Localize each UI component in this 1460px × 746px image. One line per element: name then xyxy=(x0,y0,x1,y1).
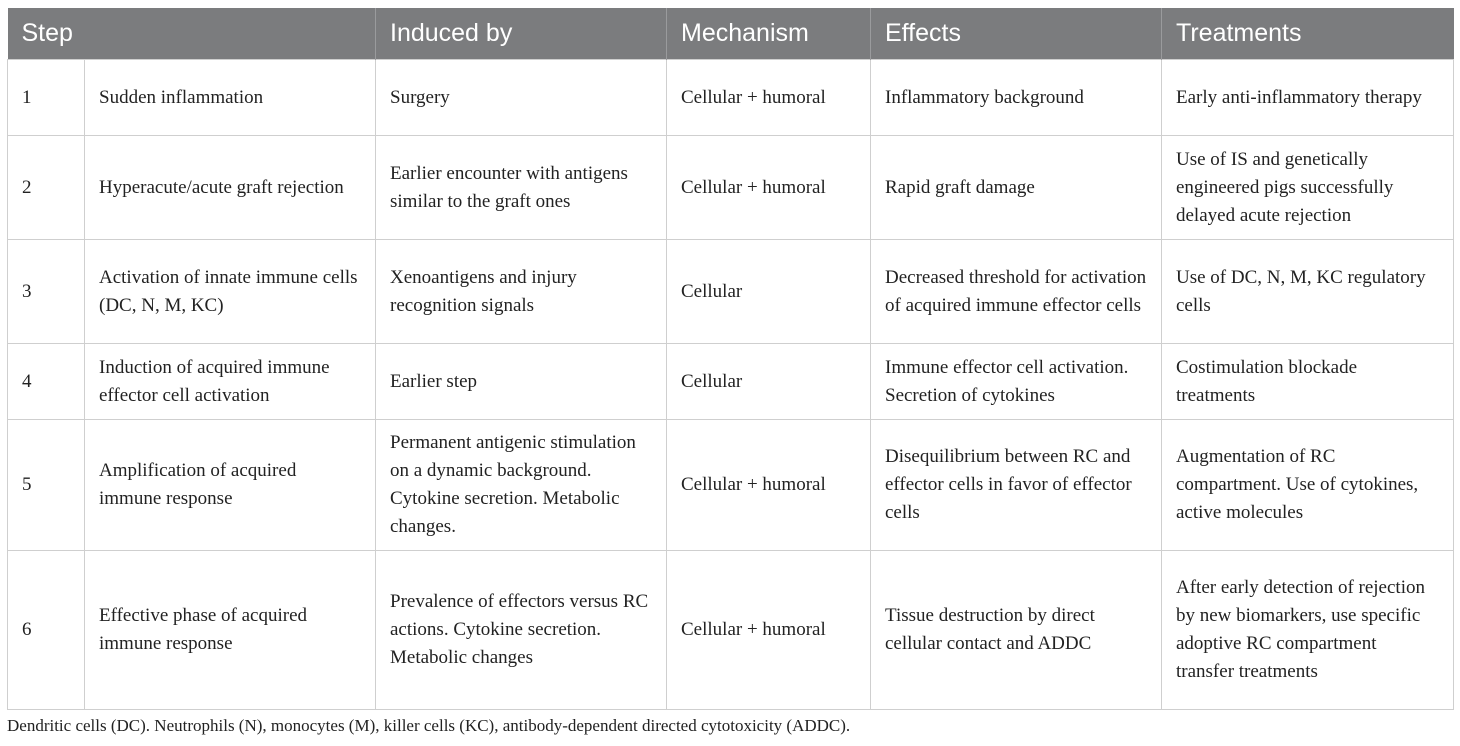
table-row xyxy=(8,136,1454,240)
induced-by-cell: Earlier encounter with antigens similar to the graft ones xyxy=(376,136,667,240)
effects-cell: Inflammatory background xyxy=(871,60,1162,136)
step-name: Amplification of acquired immune response xyxy=(85,420,376,551)
steps-table xyxy=(7,8,1454,710)
header-treatments: Treatments xyxy=(1162,8,1454,60)
header-step: Step xyxy=(8,8,376,60)
header-effects: Effects xyxy=(871,8,1162,60)
mechanism-cell: Cellular xyxy=(667,344,871,420)
step-name: Hyperacute/acute graft rejection xyxy=(85,136,376,240)
effects-cell: Rapid graft damage xyxy=(871,136,1162,240)
treatments-cell: Augmentation of RC compartment. Use of cytokines, active molecules xyxy=(1162,420,1454,551)
mechanism-cell: Cellular + humoral xyxy=(667,551,871,710)
treatments-cell: Use of DC, N, M, KC regulatory cells xyxy=(1162,240,1454,344)
induced-by-cell: Prevalence of effectors versus RC actions. Cytokine secretion. Metabolic changes xyxy=(376,551,667,710)
induced-by-cell: Xenoantigens and injury recognition signals xyxy=(376,240,667,344)
table-container xyxy=(7,8,1453,710)
step-number: 4 xyxy=(8,344,85,420)
table-row xyxy=(8,60,1454,136)
effects-cell: Disequilibrium between RC and effector cells in favor of effector cells xyxy=(871,420,1162,551)
step-number: 2 xyxy=(8,136,85,240)
header-mechanism: Mechanism xyxy=(667,8,871,60)
step-name: Effective phase of acquired immune response xyxy=(85,551,376,710)
treatments-cell: After early detection of rejection by new biomarkers, use specific adoptive RC compartment transfer treatments xyxy=(1162,551,1454,710)
mechanism-cell: Cellular + humoral xyxy=(667,60,871,136)
induced-by-cell: Surgery xyxy=(376,60,667,136)
mechanism-cell: Cellular xyxy=(667,240,871,344)
header-induced-by: Induced by xyxy=(376,8,667,60)
table-row xyxy=(8,344,1454,420)
effects-cell: Immune effector cell activation. Secretion of cytokines xyxy=(871,344,1162,420)
treatments-cell: Costimulation blockade treatments xyxy=(1162,344,1454,420)
table-row xyxy=(8,240,1454,344)
step-name: Induction of acquired immune effector cell activation xyxy=(85,344,376,420)
step-number: 6 xyxy=(8,551,85,710)
effects-cell: Tissue destruction by direct cellular contact and ADDC xyxy=(871,551,1162,710)
step-number: 3 xyxy=(8,240,85,344)
treatments-cell: Early anti-inflammatory therapy xyxy=(1162,60,1454,136)
treatments-cell: Use of IS and genetically engineered pigs successfully delayed acute rejection xyxy=(1162,136,1454,240)
table-row xyxy=(8,420,1454,551)
header-row xyxy=(8,8,1454,60)
induced-by-cell: Permanent antigenic stimulation on a dynamic background. Cytokine secretion. Metabolic changes. xyxy=(376,420,667,551)
step-name: Sudden inflammation xyxy=(85,60,376,136)
step-number: 1 xyxy=(8,60,85,136)
table-footnote: Dendritic cells (DC). Neutrophils (N), monocytes (M), killer cells (KC), antibody-dependent directed cytotoxicity (ADDC). xyxy=(7,716,851,735)
effects-cell: Decreased threshold for activation of acquired immune effector cells xyxy=(871,240,1162,344)
step-name: Activation of innate immune cells (DC, N, M, KC) xyxy=(85,240,376,344)
induced-by-cell: Earlier step xyxy=(376,344,667,420)
mechanism-cell: Cellular + humoral xyxy=(667,420,871,551)
table-row xyxy=(8,551,1454,710)
mechanism-cell: Cellular + humoral xyxy=(667,136,871,240)
step-number: 5 xyxy=(8,420,85,551)
